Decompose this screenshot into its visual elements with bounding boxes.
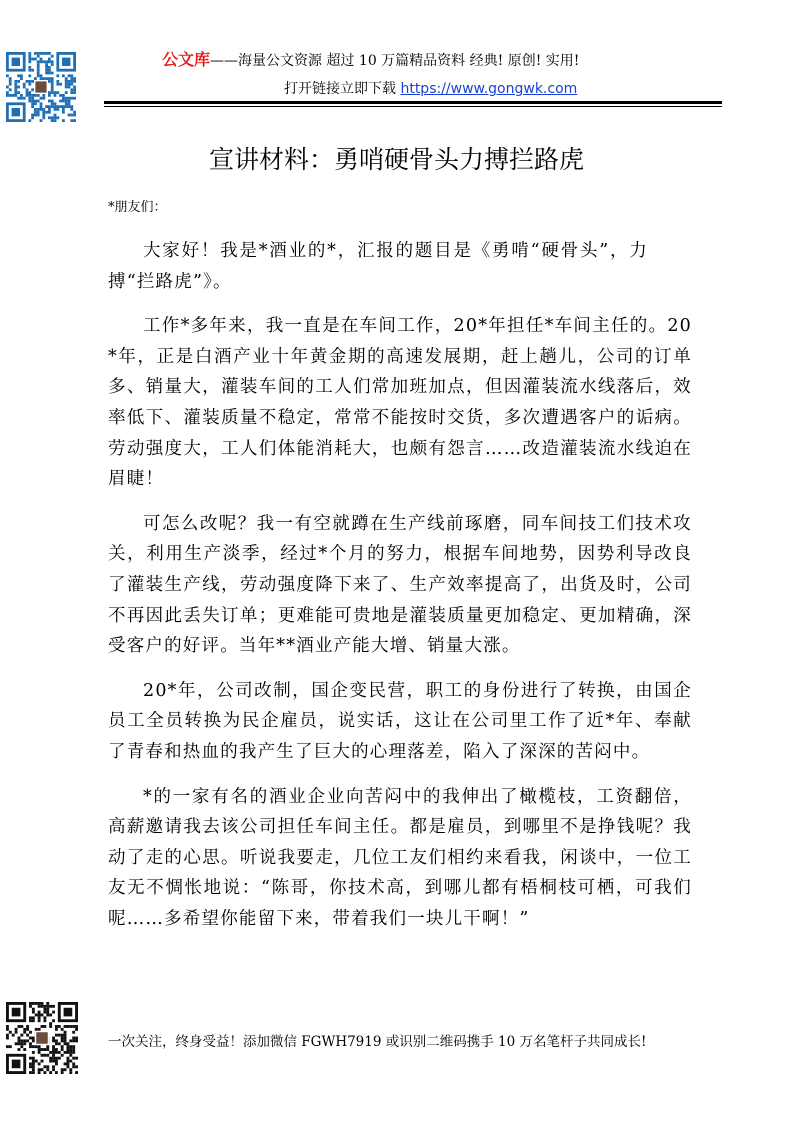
document-title: 宣讲材料：勇哨硬骨头力搏拦路虎 xyxy=(208,145,584,174)
brand-name: 公文库 xyxy=(162,50,211,69)
download-label: 打开链接立即下载 xyxy=(284,81,396,97)
header-tagline-line xyxy=(162,50,722,71)
website-link[interactable]: https://www.gongwk.com xyxy=(400,81,578,97)
qr-code-top xyxy=(6,52,76,122)
salutation: *朋友们： xyxy=(108,200,167,215)
document-body xyxy=(108,236,692,948)
header-tagline: ——海量公文资源 超过 10 万篇精品资料 经典! 原创! 实用! xyxy=(210,53,580,69)
qr-code-bottom xyxy=(6,1002,78,1074)
paragraph: 工作*多年来，我一直是在车间工作，20*年担任*车间主任的。20*年，正是白酒产业十年黄金期的高速发展期，赶上趟儿，公司的订单多、销量大，灌装车间的工人们常加班加点，但因灌装流水线落后，效率低下、灌装质量不稳定，常常不能按时交货，多次遭遇客户的诟病。劳动强度大，工人们体能消耗大，也颇有怨言……改造灌装流水线迫在眉睫！ xyxy=(108,316,692,490)
paragraph: 大家好！我是*酒业的*，汇报的题目是《勇啃“硬骨头”，力搏“拦路虎”》。 xyxy=(108,241,648,292)
footer-text: 一次关注，终身受益！添加微信 FGWH7919 或识别二维码携手 10 万名笔杆子共同成长! xyxy=(108,1034,647,1050)
header-rule-thick xyxy=(104,101,722,104)
paragraph: 可怎么改呢？我一有空就蹲在生产线前琢磨，同车间技工们技术攻关，利用生产淡季，经过*个月的努力，根据车间地势，因势利导改良了灌装生产线，劳动强度降下来了、生产效率提高了，出货及时，公司不再因此丢失订单；更难能可贵地是灌装质量更加稳定、更加精确，深受客户的好评。当年**酒业产能大增、销量大涨。 xyxy=(108,513,692,657)
paragraph: *的一家有名的酒业企业向苦闷中的我伸出了橄榄枝，工资翻倍，高薪邀请我去该公司担任车间主任。都是雇员，到哪里不是挣钱呢？我动了走的心思。听说我要走，几位工友们相约来看我，闲谈中，一位工友无不惆怅地说：“陈哥，你技术高，到哪儿都有梧桐枝可栖，可我们呢……多希望你能留下来，带着我们一块儿干啊！” xyxy=(108,786,692,929)
header-rule-thin xyxy=(104,106,722,107)
paragraph: 20*年，公司改制，国企变民营，职工的身份进行了转换，由国企员工全员转换为民企雇员，说实话，这让在公司里工作了近*年、奉献了青春和热血的我产生了巨大的心理落差，陷入了深深的苦闷中。 xyxy=(108,680,692,762)
header-download-line xyxy=(162,79,722,99)
page-header xyxy=(162,50,722,99)
